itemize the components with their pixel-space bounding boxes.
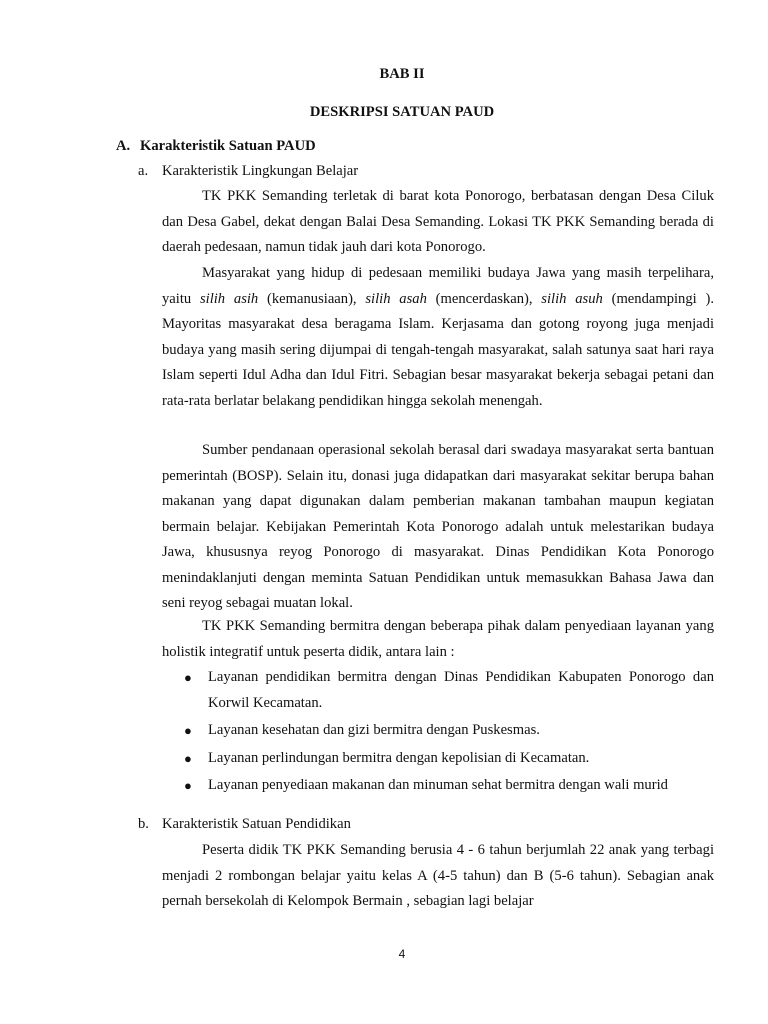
paragraph-partners-text: TK PKK Semanding bermitra dengan beberapa pihak dalam penyediaan layanan yang holistik integratif untuk peserta didik, antara lain : bbox=[162, 618, 714, 660]
term-silih-asih: silih asih bbox=[199, 290, 259, 307]
paragraph-students-text: Peserta didik TK PKK Semanding berusia 4 - 6 tahun berjumlah 22 anak yang terbagi menjadi 2 rombongan belajar yaitu kelas A (4-5 tahun) dan B (5-6 tahun). Sebagian anak pernah bersekolah di Kelompok Bermain , sebagian lagi belajar bbox=[162, 842, 714, 909]
list-item-text: Layanan kesehatan dan gizi bermitra dengan Puskesmas. bbox=[208, 722, 540, 738]
list-item-text: Layanan pendidikan bermitra dengan Dinas Pendidikan Kabupaten Ponorogo dan Korwil Kecamatan. bbox=[208, 669, 714, 711]
paragraph-culture bbox=[162, 261, 714, 414]
list-item bbox=[162, 773, 714, 799]
section-a-text: Karakteristik Satuan PAUD bbox=[140, 138, 316, 154]
list-item bbox=[162, 665, 714, 716]
list-item-text: Layanan penyediaan makanan dan minuman sehat bermitra dengan wali murid bbox=[208, 777, 668, 793]
chapter-heading: BAB II bbox=[379, 66, 425, 82]
paragraph-culture-text-3: (mencerdaskan), bbox=[426, 290, 542, 307]
paragraph-funding-text: Sumber pendanaan operasional sekolah berasal dari swadaya masyarakat serta bantuan pemerintah (BOSP). Selain itu, donasi juga didapatkan dari masyarakat sekitar berupa bahan makanan yang dapat digunakan dalam pemberian makanan tambahan maupun kegiatan bermain belajar. Kebijakan Pemerintah Kota Ponorogo adalah untuk melestarikan budaya Jawa, khususnya reyog Ponorogo di masyarakat. Dinas Pendidikan Kota Ponorogo menindaklanjuti dengan meminta Satuan Pendidikan untuk memasukkan Bahasa Jawa dan seni reyog sebagai muatan lokal. bbox=[162, 442, 714, 611]
term-silih-asuh: silih asuh bbox=[541, 290, 603, 307]
paragraph-culture-text-1: Masyarakat yang hidup di pedesaan memiliki budaya Jawa yang masih terpelihara, yaitu bbox=[162, 265, 714, 307]
paragraph-culture-text-4: (mendampingi ). Mayoritas masyarakat desa beragama Islam. Kerjasama dan gotong royong juga menjadi budaya yang masih sering dijumpai di tengah-tengah masyarakat, salah satunya saat hari raya Islam seperti Idul Adha dan Idul Fitri. Sebagian besar masyarakat bekerja sebagai petani dan rata-rata berlatar belakang pendidikan hingga sekolah menengah. bbox=[162, 290, 714, 409]
section-a-heading bbox=[116, 138, 316, 155]
list-item-text: Layanan perlindungan bermitra dengan kepolisian di Kecamatan. bbox=[208, 749, 590, 766]
paragraph-location bbox=[162, 184, 714, 261]
bullet-icon: ● bbox=[184, 750, 192, 766]
paragraph-culture-text-2: (kemanusiaan), bbox=[258, 290, 366, 307]
bullet-icon: ● bbox=[184, 723, 192, 738]
section-a-letter: A. bbox=[116, 138, 131, 154]
partner-list bbox=[162, 665, 714, 801]
term-silih-asah: silih asah bbox=[365, 290, 427, 307]
subsection-b-letter: b. bbox=[138, 816, 149, 832]
page-number: 4 bbox=[398, 947, 406, 961]
subsection-b-text: Karakteristik Satuan Pendidikan bbox=[162, 816, 351, 832]
paragraph-partners bbox=[162, 614, 714, 665]
paragraph-funding bbox=[162, 438, 714, 617]
bullet-icon: ● bbox=[184, 778, 192, 793]
chapter-title: DESKRIPSI SATUAN PAUD bbox=[309, 104, 495, 120]
subsection-a-text: Karakteristik Lingkungan Belajar bbox=[162, 163, 359, 179]
subsection-a-heading bbox=[138, 163, 358, 180]
subsection-a-letter: a. bbox=[138, 163, 149, 179]
list-item bbox=[162, 718, 714, 744]
bullet-icon: ● bbox=[184, 670, 192, 685]
paragraph-students bbox=[162, 838, 714, 915]
paragraph-location-text: TK PKK Semanding terletak di barat kota Ponorogo, berbatasan dengan Desa Ciluk dan Desa Gabel, dekat dengan Balai Desa Semanding. Lokasi TK PKK Semanding berada di daerah pedesaan, namun tidak jauh dari kota Ponorogo. bbox=[162, 188, 714, 255]
subsection-b-heading bbox=[138, 816, 351, 833]
list-item bbox=[162, 746, 714, 772]
